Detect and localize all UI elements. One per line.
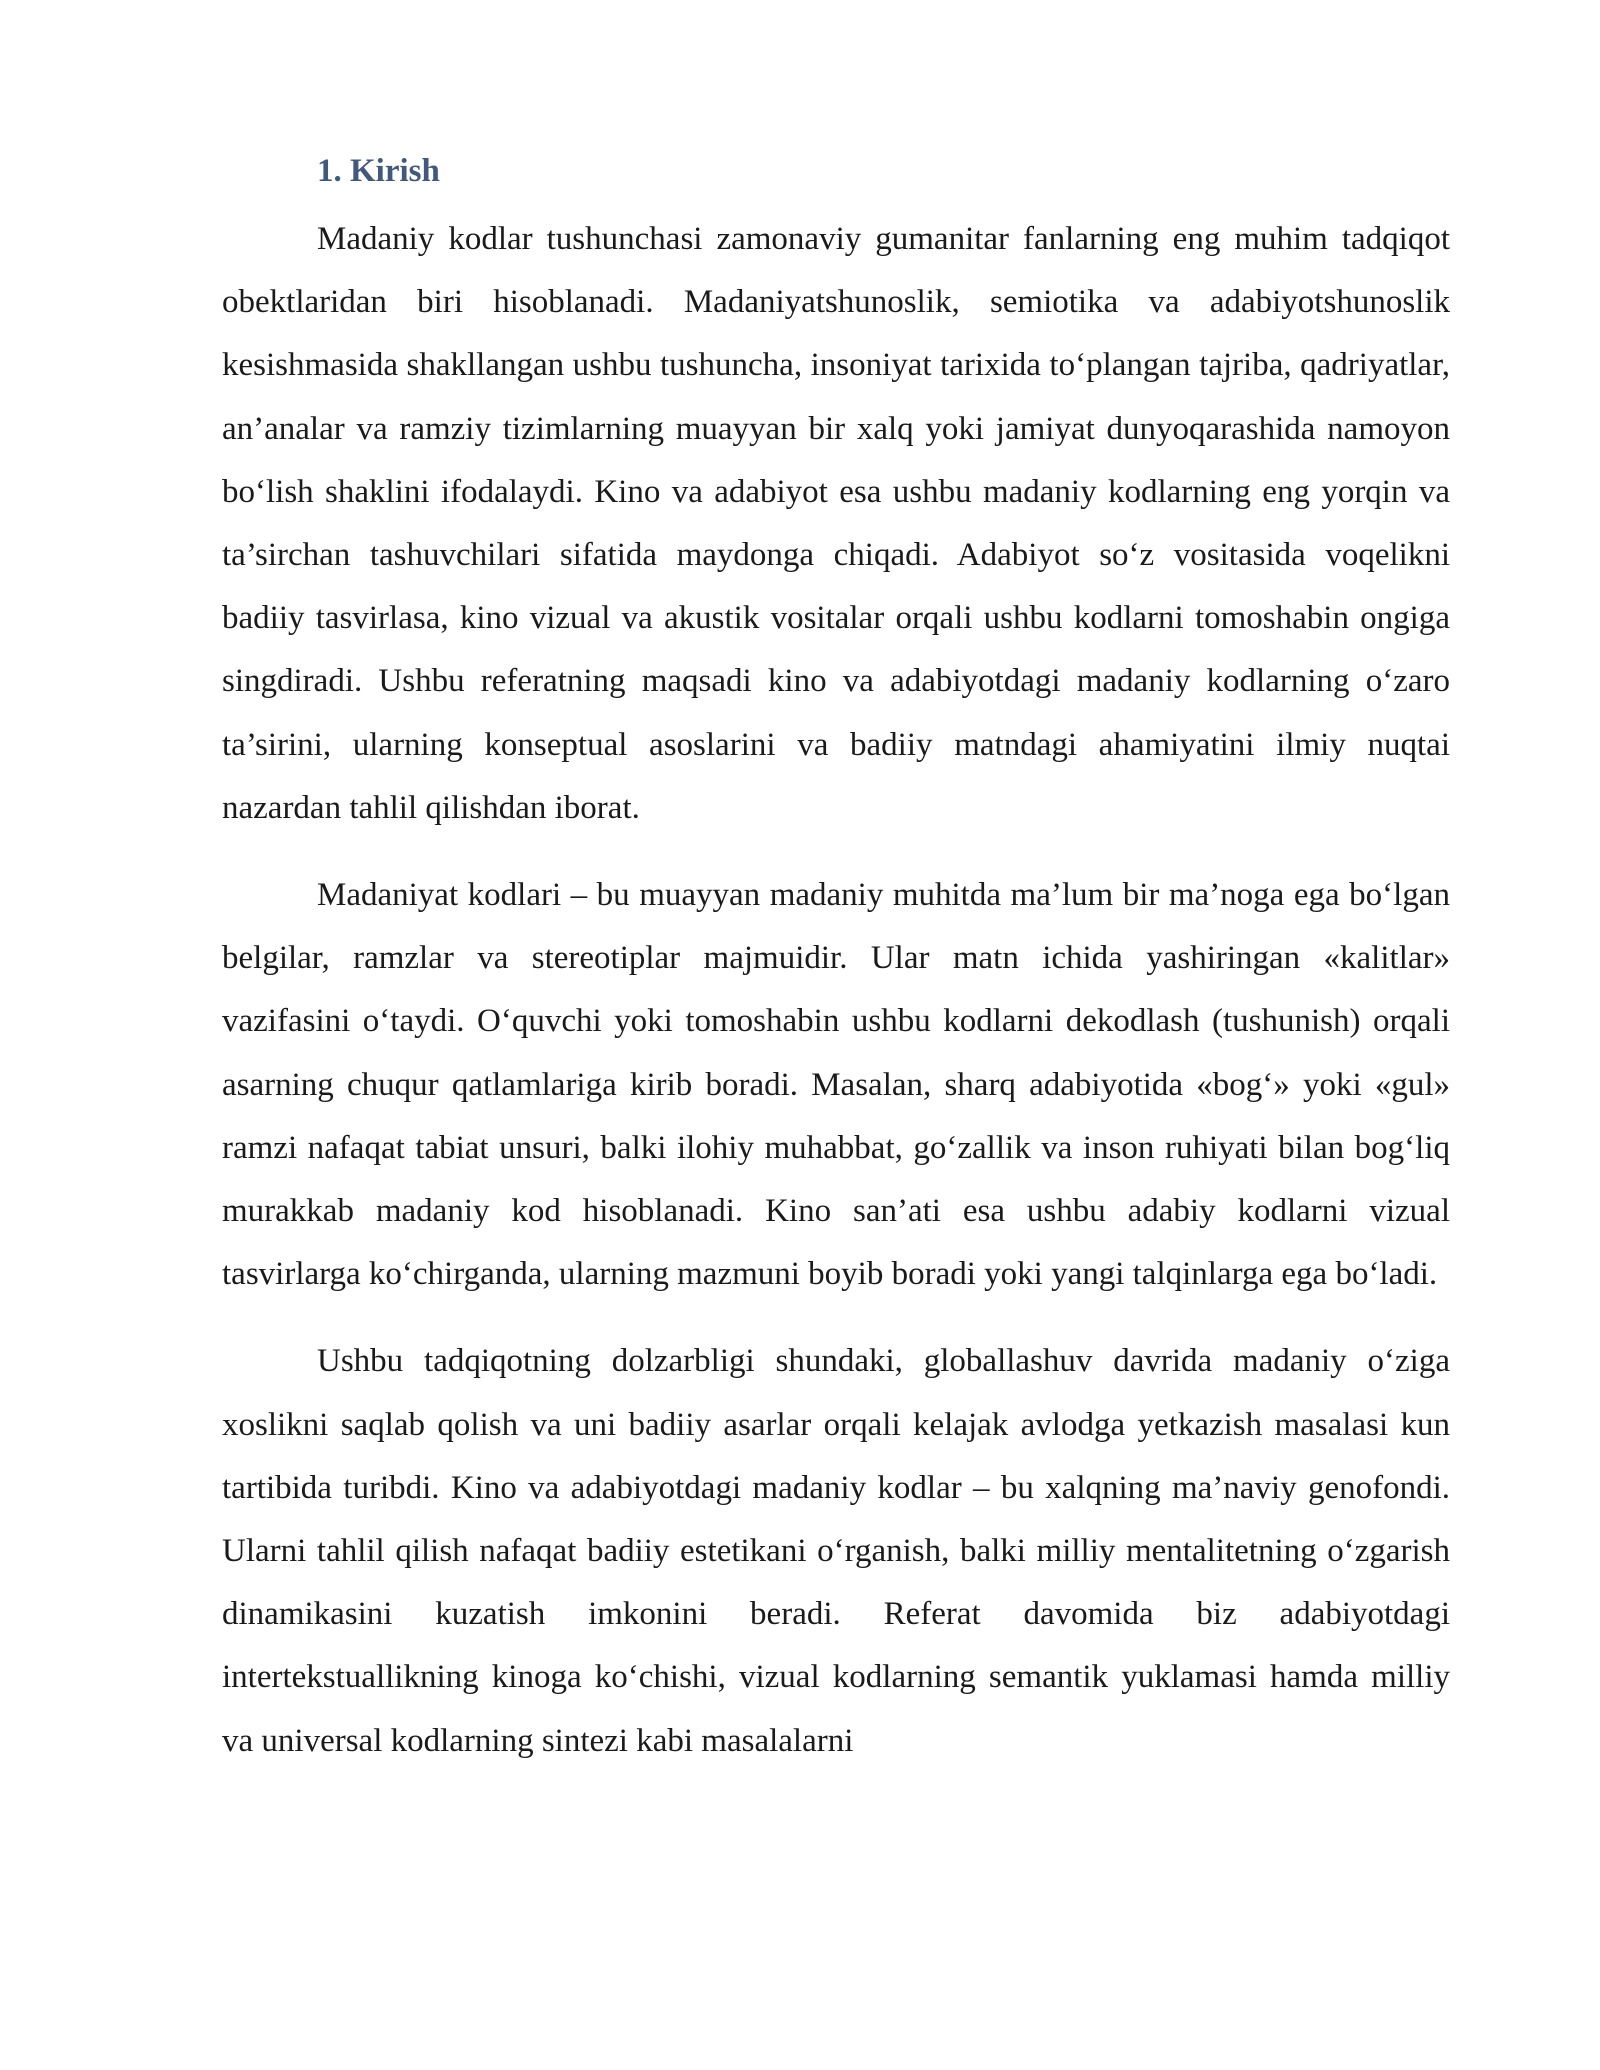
paragraph-2: Madaniyat kodlari – bu muayyan madaniy muhitda ma’lum bir ma’noga ega bo‘lgan belgilar, ramzlar va stereotiplar majmuidir. Ular matn ichida yashiringan «kalitlar» vazifasini o‘taydi. O‘quvchi yoki tomoshabin ushbu kodlarni dekodlash (tushunish) orqali asarning chuqur qatlamlariga kirib boradi. Masalan, sharq adabiyotida «bog‘» yoki «gul» ramzi nafaqat tabiat unsuri, balki ilohiy muhabbat, go‘zallik va inson ruhiyati bilan bog‘liq murakkab madaniy kod hisoblanadi. Kino san’ati esa ushbu adabiy kodlarni vizual tasvirlarga ko‘chirganda, ularning mazmuni boyib boradi yoki yangi talqinlarga ega bo‘ladi. <box>222 877 1450 1293</box>
section-heading: 1. Kirish <box>317 153 440 189</box>
document-page <box>222 140 1450 1773</box>
paragraph-3: Ushbu tadqiqotning dolzarbligi shundaki, globallashuv davrida madaniy o‘ziga xoslikni saqlab qolish va uni badiiy asarlar orqali kelajak avlodga yetkazish masalasi kun tartibida turibdi. Kino va adabiyotdagi madaniy kodlar – bu xalqning ma’naviy genofondi. Ularni tahlil qilish nafaqat badiiy estetikani o‘rganish, balki milliy mentalitetning o‘zgarish dinamikasini kuzatish imkonini beradi. Referat davomida biz adabiyotdagi intertekstuallikning kinoga ko‘chishi, vizual kodlarning semantik yuklamasi hamda milliy va universal kodlarning sintezi kabi masalalarni <box>222 1343 1450 1759</box>
paragraph-1: Madaniy kodlar tushunchasi zamonaviy gumanitar fanlarning eng muhim tadqiqot obektlaridan biri hisoblanadi. Madaniyatshunoslik, semiotika va adabiyotshunoslik kesishmasida shakllangan ushbu tushuncha, insoniyat tarixida to‘plangan tajriba, qadriyatlar, an’analar va ramziy tizimlarning muayyan bir xalq yoki jamiyat dunyoqarashida namoyon bo‘lish shaklini ifodalaydi. Kino va adabiyot esa ushbu madaniy kodlarning eng yorqin va ta’sirchan tashuvchilari sifatida maydonga chiqadi. Adabiyot so‘z vositasida voqelikni badiiy tasvirlasa, kino vizual va akustik vositalar orqali ushbu kodlarni tomoshabin ongiga singdiradi. Ushbu referatning maqsadi kino va adabiyotdagi madaniy kodlarning o‘zaro ta’sirini, ularning konseptual asoslarini va badiiy matndagi ahamiyatini ilmiy nuqtai nazardan tahlil qilishdan iborat. <box>222 221 1450 826</box>
